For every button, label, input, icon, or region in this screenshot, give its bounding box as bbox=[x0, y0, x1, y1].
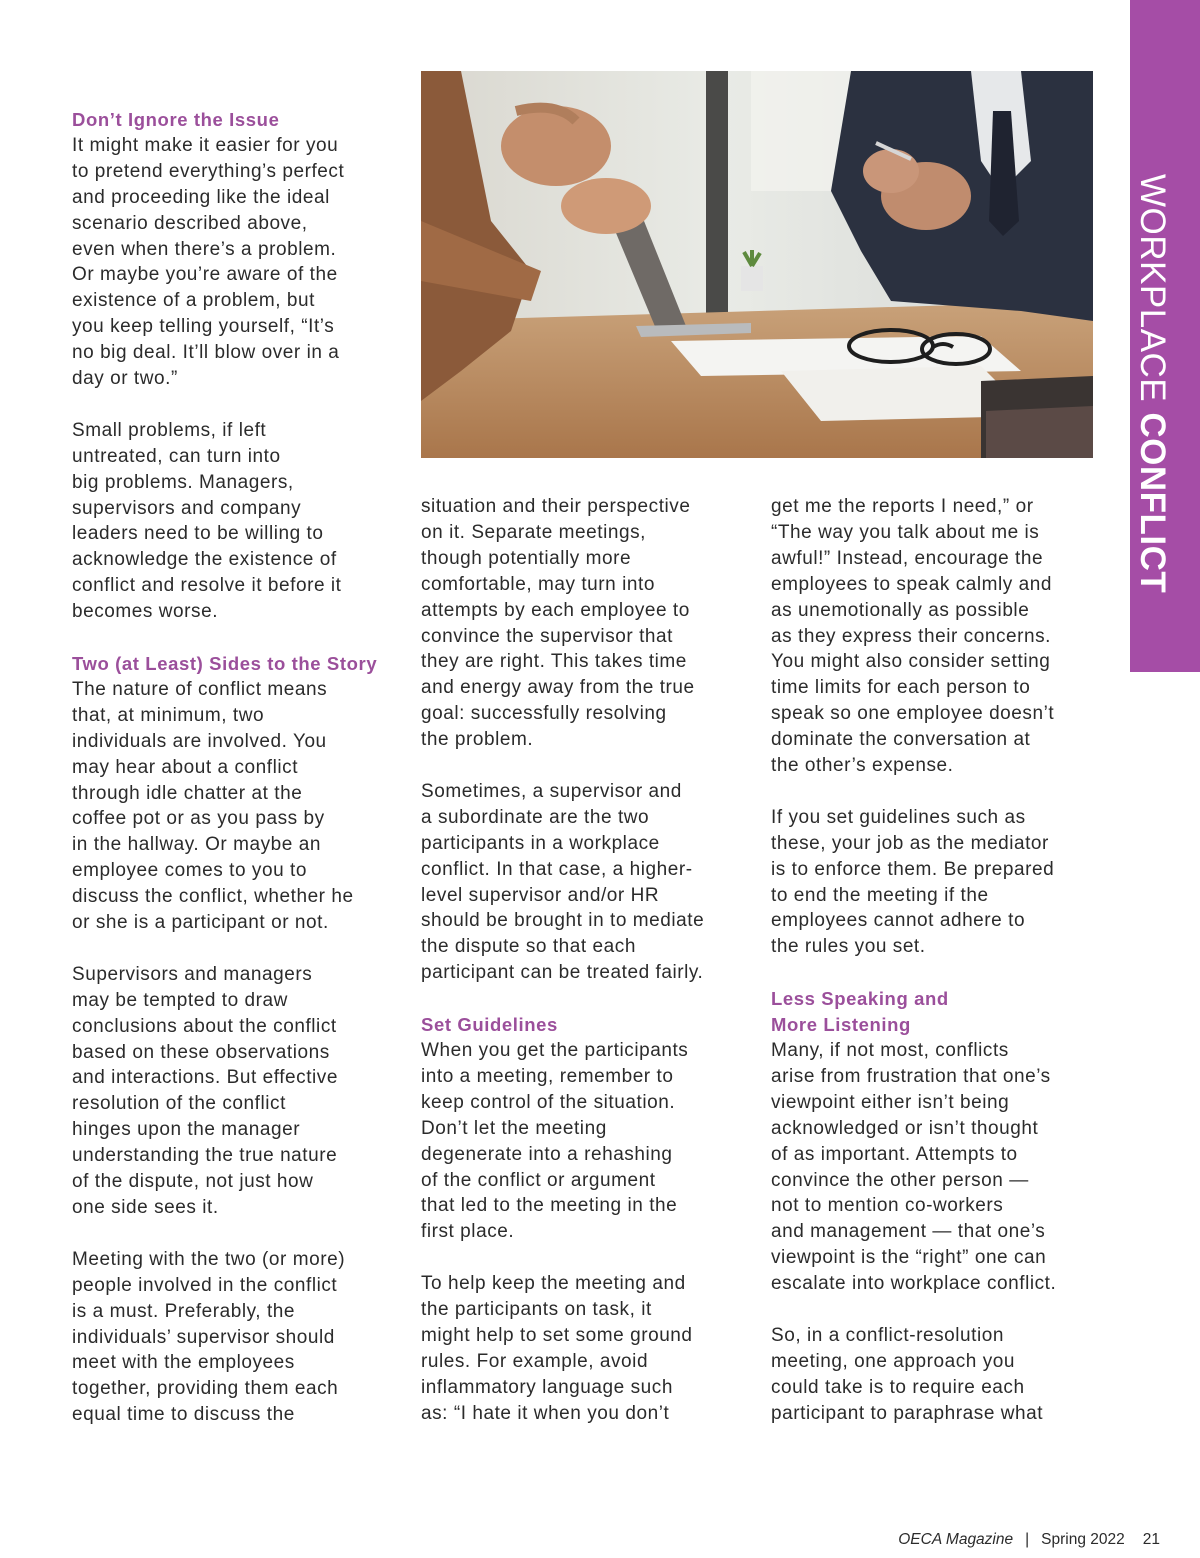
paragraph: Supervisors and managers may be tempted to draw conclusions about the conflict based on these observations and interactions. But effective resolution of the conflict hinges upon the manager understanding the true nature of the dispute, not just how one side sees it. bbox=[72, 963, 338, 1219]
heading-less-speaking: Less Speaking and More Listening bbox=[771, 988, 949, 1036]
issue-date: Spring 2022 bbox=[1041, 1531, 1125, 1548]
section-title-light: WORKPLACE bbox=[1133, 174, 1172, 413]
section-title bbox=[1128, 174, 1176, 654]
paragraph: situation and their perspective on it. Separate meetings, though potentially more comfortable, may turn into attempts by each employee to convince the supervisor that they are right. This takes time and energy away from the true goal: successfully resolving the problem. bbox=[421, 496, 695, 751]
paragraph: If you set guidelines such as these, your job as the mediator is to enforce them. Be prepared to end the meeting if the employees cannot adhere to the rules you set. bbox=[771, 806, 1055, 958]
text-column-3 bbox=[771, 494, 1101, 1452]
footer-separator: | bbox=[1025, 1531, 1030, 1548]
section-title-bold: CONFLICT bbox=[1133, 412, 1172, 594]
meeting-photo bbox=[421, 71, 1093, 458]
page-footer bbox=[898, 1531, 1160, 1549]
paragraph: Meeting with the two (or more) people involved in the conflict is a must. Preferably, the individuals’ supervisor should meet with the employees together, providing them each equal time to discuss the bbox=[72, 1248, 346, 1426]
paragraph: Sometimes, a supervisor and a subordinate are the two participants in a workplace conflict. In that case, a higher- level supervisor and/or HR should be brought in to mediate the dispute so that each participant can be treated fairly. bbox=[421, 780, 705, 984]
heading-dont-ignore: Don’t Ignore the Issue bbox=[72, 109, 280, 130]
paragraph: get me the reports I need,” or “The way you talk about me is awful!” Instead, encourage the employees to speak calmly and as unemotionally as possible as they express their concerns. You might also consider setting time limits for each person to speak so one employee doesn’t dominate the conversation at the other’s expense. bbox=[771, 496, 1055, 777]
paragraph: When you get the participants into a meeting, remember to keep control of the situation. Don’t let the meeting degenerate into a rehashing of the conflict or argument that led to the meeting in the first place. bbox=[421, 1040, 689, 1243]
paragraph: It might make it easier for you to pretend everything’s perfect and proceeding like the ideal scenario described above, even when there’s a problem. Or maybe you’re aware of the existence of a problem, but you keep telling yourself, “It’s no big deal. It’ll blow over in a day or two.” bbox=[72, 134, 345, 390]
heading-set-guidelines: Set Guidelines bbox=[421, 1014, 558, 1036]
paragraph: Small problems, if left untreated, can turn into big problems. Managers, supervisors and company leaders need to be willing to acknowledge the existence of conflict and resolve it before it becomes worse. bbox=[72, 419, 342, 623]
paragraph: The nature of conflict means that, at minimum, two individuals are involved. You may hear about a conflict through idle chatter at the coffee pot or as you pass by in the hallway. Or maybe an employee comes to you to discuss the conflict, whether he or she is a participant or not. bbox=[72, 678, 354, 934]
paragraph: Many, if not most, conflicts arise from frustration that one’s viewpoint either isn’t being acknowledged or isn’t thought of as important. Attempts to convince the other person — not to mention co-workers and management — that one’s viewpoint is the “right” one can escalate into workplace conflict. bbox=[771, 1040, 1057, 1295]
magazine-name: OECA Magazine bbox=[898, 1531, 1014, 1548]
heading-two-sides: Two (at Least) Sides to the Story bbox=[72, 653, 378, 674]
paragraph: So, in a conflict-resolution meeting, one approach you could take is to require each participant to paraphrase what bbox=[771, 1324, 1044, 1424]
page-number: 21 bbox=[1142, 1531, 1160, 1548]
paragraph: To help keep the meeting and the participants on task, it might help to set some ground rules. For example, avoid inflammatory language such as: “I hate it when you don’t bbox=[421, 1273, 693, 1424]
text-column-1 bbox=[72, 107, 397, 1454]
text-column-2 bbox=[421, 494, 751, 1452]
